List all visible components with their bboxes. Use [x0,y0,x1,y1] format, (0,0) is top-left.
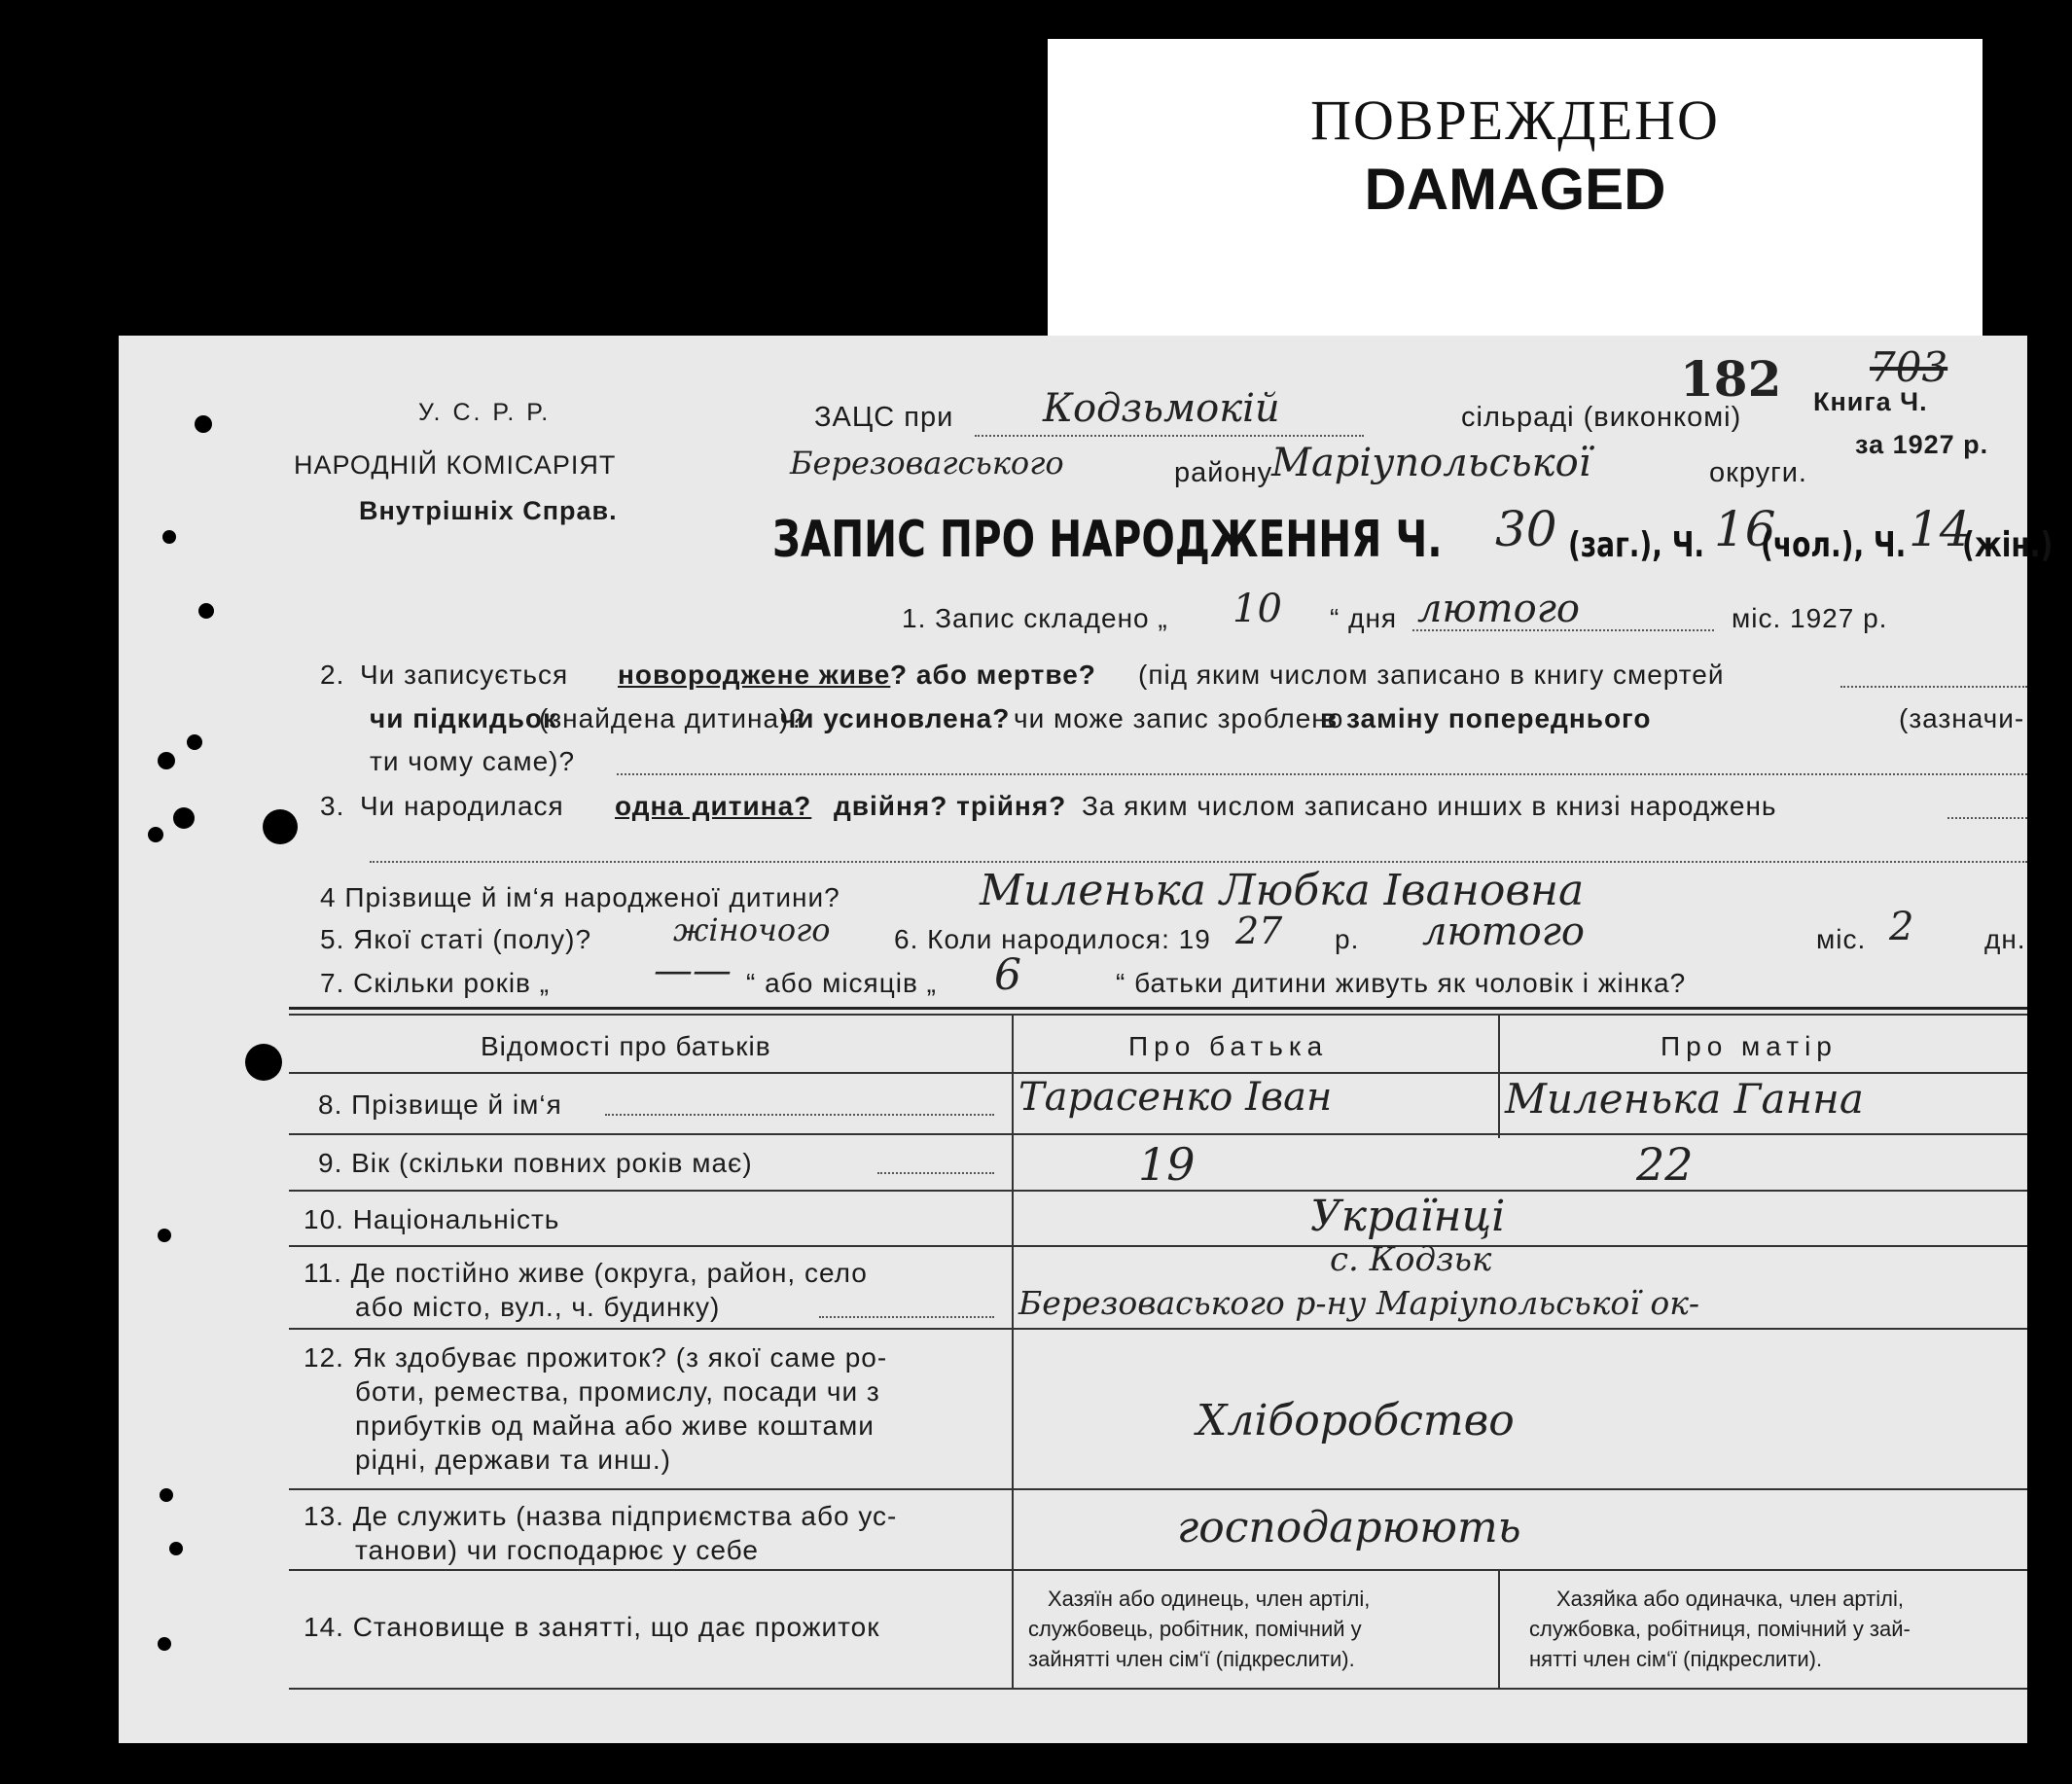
q2-text-h: чи може запис зроблено [1014,703,1344,733]
punch-hole [245,1044,282,1081]
punch-hole [169,1542,183,1555]
child-sex-handwritten: жіночого [673,911,831,948]
row9-label: 9. Вік (скільки повних років має) [318,1148,753,1178]
punch-hole [148,827,163,842]
header-mother: Про матір [1661,1031,1838,1061]
q2-text-k: ти чому саме)? [370,746,576,776]
header-father: Про батька [1128,1031,1329,1061]
damaged-label [1048,39,1983,339]
table-top-rule-2 [289,1014,2027,1016]
q6-label: 6. Коли народилося: 19 [894,924,1211,954]
table-bottom-rule [289,1688,2027,1690]
row12-label-4: рідні, держави та инш.) [355,1445,671,1475]
raion-label: району [1174,457,1273,488]
q6-mis: міс. [1816,924,1867,954]
row10-label: 10. Національність [304,1204,560,1234]
row11-label-2: або місто, вул., ч. будинку) [355,1292,721,1322]
row12-label-1: 12. Як здобуває прожиток? (з якої саме ро- [304,1342,888,1373]
male-label: (чол.), Ч. [1761,525,1907,565]
row13-label-1: 13. Де служить (назва підприємства або ус- [304,1501,898,1531]
column-divider [1498,1569,1500,1688]
row9-dots [877,1172,994,1174]
q2-text-d: (під яким числом записано в книгу смертей [1138,660,1725,690]
father-status-line-2: службовець, робітник, помічний у [1028,1617,1362,1641]
row11-dots [819,1316,994,1318]
q2-replacement: в заміну попереднього [1320,703,1652,733]
female-label: (жін.) [1962,525,2054,565]
zags-handwritten: Кодзьмокій [1043,386,1280,431]
q7-text-c: “ батьки дитини живуть як чоловік і жінка? [1116,968,1687,998]
q2-text-a: Чи записується [360,660,569,690]
q4-label: 4 Прізвище й ім‘я народженої дитини? [320,882,840,912]
punch-hole [158,752,175,769]
q2-number: 2. [320,660,345,690]
table-top-rule [289,1007,2027,1010]
q1-middle: “ дня [1330,603,1398,633]
father-status-line-1: Хазяїн або одинець, член артілі, [1048,1587,1371,1611]
q5-label: 5. Якої статі (полу)? [320,924,592,954]
q2-adopted: чи усиновлена? [780,703,1011,733]
q1-dotline [1412,629,1714,631]
commissariat-label: НАРОДНІЙ КОМІСАРІЯТ [294,450,617,480]
workplace-handwritten: господарюють [1177,1503,1521,1552]
book-label: Книга Ч. [1813,387,1928,416]
q1-suffix: міс. 1927 р. [1732,603,1888,633]
total-number-handwritten: 30 [1495,501,1557,557]
damaged-label-ru: ПОВРЕЖДЕНО [1310,89,1720,152]
row-rule [289,1488,2027,1490]
mother-status-line-3: нятті член сім‘ї (підкреслити). [1529,1647,1823,1671]
punch-hole [195,415,212,433]
father-name-handwritten: Тарасенко Іван [1018,1075,1333,1120]
row14-label: 14. Становище в занятті, що дає прожиток [304,1612,880,1642]
punch-hole [187,734,202,750]
raion-handwritten: Березовагського [790,445,1064,482]
child-name-handwritten: Миленька Любка Івановна [980,866,1585,915]
punch-hole [173,807,195,829]
q2-foundling: чи підкидьок [370,703,558,733]
damaged-label-en: DAMAGED [1364,157,1666,222]
q3-number: 3. [320,791,345,821]
livelihood-handwritten: Хліборобство [1197,1396,1515,1445]
q3-dotline-2 [370,861,2027,863]
q2-text-j: (зазначи- [1899,703,2025,733]
row-rule [289,1569,2027,1571]
mother-status-line-2: службовка, робітниця, помічний у зай- [1529,1617,1911,1641]
table-header-rule [289,1072,2027,1074]
father-age-handwritten: 19 [1138,1138,1196,1191]
total-label: (заг.), Ч. [1568,525,1705,565]
ministry-label: Внутрішніх Справ. [359,496,618,525]
row8-label: 8. Прізвище й ім‘я [318,1089,562,1120]
punch-hole [158,1229,171,1242]
punch-hole [160,1488,173,1502]
birth-month-handwritten: лютого [1422,910,1585,954]
zags-dotline [975,435,1364,437]
row13-label-2: танови) чи господарює у себе [355,1535,759,1565]
row12-label-3: прибутків од майна або живе коштами [355,1410,875,1441]
register-number-struck: 703 [1870,343,1948,391]
nationality-handwritten: Українці [1310,1192,1506,1241]
q1-month-handwritten: лютого [1417,587,1580,631]
q2-dotline-2 [617,773,2027,775]
silradi-label: сільраді (виконкомі) [1461,402,1742,433]
q7-months-handwritten: 6 [994,950,1021,1000]
okrug-label: округи. [1709,457,1807,488]
residence-district-handwritten: Березоваського р-ну Маріупольської ок- [1018,1284,1700,1322]
column-divider [1012,1014,1014,1138]
birth-record-sheet [119,336,2054,1743]
q7-text-b: “ або місяців „ [746,968,937,998]
q1-day-handwritten: 10 [1232,587,1282,631]
okrug-handwritten: Маріупольської [1271,441,1591,485]
row8-dots [605,1114,994,1116]
q3-single-child: одна дитина? [615,791,812,821]
q7-text-a: 7. Скільки років „ [320,968,551,998]
row12-label-2: боти, ремества, промислу, посади чи з [355,1376,880,1407]
mother-status-line-1: Хазяйка або одиначка, член артілі, [1556,1587,1904,1611]
q3-text-d: За яким числом записано инших в книзі народжень [1082,791,1777,821]
column-divider [1012,1133,1014,1688]
usrr-label: У. С. Р. Р. [418,399,552,426]
punch-hole [158,1637,171,1651]
column-divider [1498,1014,1500,1138]
register-number-handwritten: 182 [1680,350,1782,408]
q2-or-dead: ? або мертве? [890,660,1096,690]
male-number-handwritten: 16 [1714,501,1776,557]
birth-year-handwritten: 27 [1235,910,1283,952]
q2-dotline-1 [1840,686,2027,688]
mother-age-handwritten: 22 [1636,1138,1694,1191]
row11-label-1: 11. Де постійно живе (округа, район, село [304,1258,868,1288]
q2-text-f: (знайдена дитина)? [539,703,805,733]
zags-label: ЗАЦС при [814,402,954,433]
mother-name-handwritten: Миленька Ганна [1505,1075,1864,1123]
female-number-handwritten: 14 [1909,501,1971,557]
q3-text-a: Чи народилася [360,791,564,821]
row-rule [289,1328,2027,1330]
record-title: ЗАПИС ПРО НАРОДЖЕННЯ Ч. [772,511,1443,569]
father-status-line-3: зайнятті член сім‘ї (підкреслити). [1028,1647,1355,1671]
book-year: за 1927 р. [1855,430,1989,459]
birth-day-handwritten: 2 [1889,905,1914,949]
residence-village-handwritten: с. Кодзьк [1330,1240,1492,1279]
punch-hole [263,809,298,844]
q6-dn: дн. [1984,924,2026,954]
row-rule [289,1133,2027,1135]
q3-dotline-1 [1947,817,2027,819]
punch-hole [162,530,176,544]
row-rule [289,1245,2027,1247]
q6-r: р. [1335,924,1360,954]
header-info: Відомості про батьків [481,1031,771,1061]
q1-prefix: 1. Запис складено „ [902,603,1168,633]
q3-twins-triplets: двійня? трійня? [834,791,1067,821]
q2-live-newborn: новороджене живе [618,660,891,690]
q7-years-handwritten: —— [654,948,732,993]
punch-hole [198,603,214,619]
